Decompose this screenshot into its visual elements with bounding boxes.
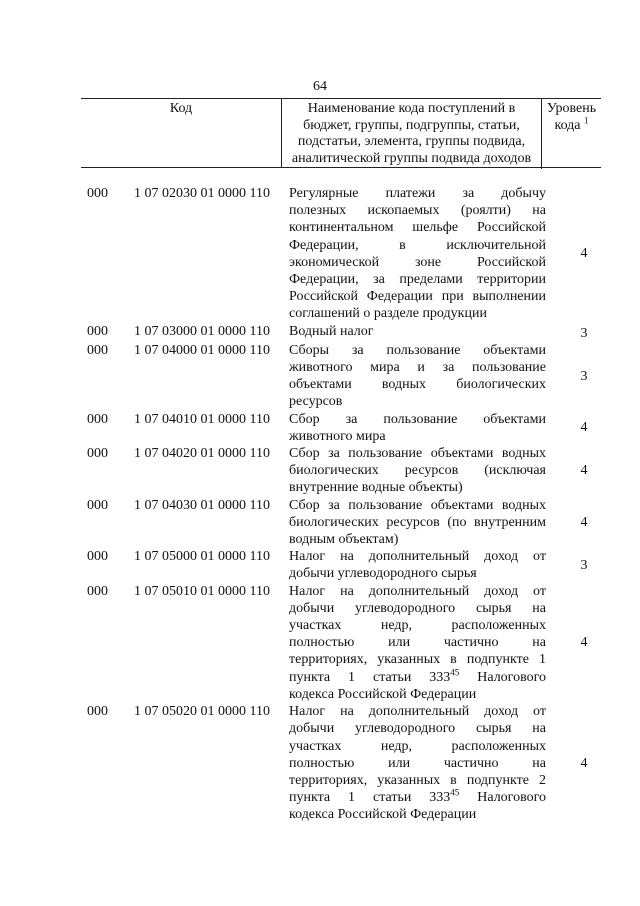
table-body [0,185,640,824]
table-row [0,497,640,549]
header-name-line: подстатьи, элемента, группы подвида, [297,134,526,149]
row-admin-code: 000 [87,583,108,599]
row-name [289,445,546,497]
table-row [0,583,640,703]
row-name [289,323,546,342]
row-name [289,411,546,445]
row-name-line: полностью или частично на [289,635,546,651]
row-admin-code: 000 [87,323,108,339]
row-name-line: Федерации, в исключительной [289,237,546,253]
header-level-word: кода [554,117,581,133]
article-superscript: 45 [450,667,460,678]
row-name-line: добычи углеводородного сырья [289,566,477,582]
row-name [289,497,546,549]
table-row [0,185,640,323]
row-name-line: Налог на дополнительный доход от [289,549,546,565]
row-name [289,342,546,411]
table-row [0,342,640,411]
row-name-line: животного мира [289,428,386,444]
table-row [0,323,640,342]
row-income-code: 1 07 02030 01 0000 110 [134,186,270,201]
header-code-label: Код [169,101,193,116]
row-income-code: 1 07 04030 01 0000 110 [134,497,270,513]
row-name-line: объектами водных биологических [289,377,546,393]
row-name-line: экономической зоне Российской [289,254,546,270]
row-name-line: биологических ресурсов (по внутренним [289,514,546,530]
row-name-line: участках недр, расположенных [289,738,546,754]
row-name-text: пункта 1 статьи 333 [289,790,451,806]
row-name-line: континентальном шельфе Российской [289,220,546,236]
row-name-line [289,789,546,806]
table-row [0,548,640,582]
row-name-line: водным объектам) [289,532,399,548]
header-name-line: аналитической группы подвида доходов [291,150,532,166]
row-name-line: Сбор за пользование объектами водных [289,497,546,513]
row-level: 4 [580,755,588,771]
row-name-line: кодекса Российской Федерации [289,686,477,702]
row-name-line: Сбор за пользование объектами [289,411,546,427]
row-admin-code: 000 [87,342,108,358]
row-name-text: Налогового [477,790,546,806]
row-name-line: кодекса Российской Федерации [289,807,477,823]
row-income-code: 1 07 04020 01 0000 110 [134,446,270,462]
row-name-line: Сбор за пользование объектами водных [289,446,546,462]
row-name-line: Налог на дополнительный доход от [289,583,546,599]
row-name-line: полезных ископаемых (роялти) на [289,203,546,219]
row-name-line: полностью или частично на [289,755,546,771]
row-admin-code: 000 [87,411,108,427]
row-level: 4 [580,514,588,530]
row-name-line: участках недр, расположенных [289,618,546,634]
row-level: 3 [580,325,588,341]
row-income-code: 1 07 03000 01 0000 110 [134,323,270,339]
header-level-line1: Уровень [546,101,597,116]
row-income-code: 1 07 05000 01 0000 110 [134,549,270,565]
row-admin-code: 000 [87,549,108,565]
table-row [0,445,640,497]
row-admin-code: 000 [87,186,108,201]
row-admin-code: 000 [87,497,108,513]
row-name [289,703,546,823]
row-level: 4 [580,463,588,479]
row-level: 3 [580,368,588,384]
header-level [542,99,601,169]
row-level: 4 [580,420,588,436]
header-level-line2 [542,114,601,135]
row-name-line: Налог на дополнительный доход от [289,704,546,720]
row-income-code: 1 07 05010 01 0000 110 [134,583,270,599]
row-name-line: Водный налог [289,323,374,339]
row-income-code: 1 07 04000 01 0000 110 [134,342,270,358]
header-level-footnote: 1 [584,114,589,125]
row-name-line: ресурсов [289,394,343,410]
row-name-line: внутренние водные объекты) [289,480,463,496]
row-name-line: Федерации, за пределами территории [289,272,546,288]
row-name-line: соглашений о разделе продукции [289,306,487,322]
row-name-line: Сборы за пользование объектами [289,342,546,358]
row-admin-code: 000 [87,704,108,720]
row-name-line: добычи углеводородного сырья на [289,721,546,737]
row-income-code: 1 07 05020 01 0000 110 [134,704,270,720]
row-name-line: животного мира и за пользование [289,360,546,376]
row-name-line [289,669,546,686]
page-number: 64 [313,79,327,94]
row-name-line: биологических ресурсов (исключая [289,463,546,479]
table-header [81,98,601,168]
row-name-text: пункта 1 статьи 333 [289,669,451,685]
table-row [0,411,640,445]
header-name-line: бюджет, группы, подгруппы, статьи, [303,117,520,133]
row-name-line: добычи углеводородного сырья на [289,600,546,616]
header-code [81,99,282,167]
row-name-line: Регулярные платежи за добычу [289,186,546,201]
row-name [289,185,546,323]
table-row [0,703,640,823]
row-name-line: территориях, указанных в подпункте 2 [289,772,546,788]
row-level: 4 [580,246,588,262]
row-name-line: Российской Федерации при выполнении [289,289,546,305]
row-name-line: территориях, указанных в подпункте 1 [289,652,546,668]
header-name [282,99,542,169]
row-name-text: Налогового [477,669,546,685]
row-level: 4 [580,635,588,651]
row-name [289,583,546,703]
row-name [289,548,546,582]
row-level: 3 [580,557,588,573]
row-income-code: 1 07 04010 01 0000 110 [134,411,270,427]
article-superscript: 45 [450,787,460,798]
header-name-line: Наименование кода поступлений в [307,101,516,116]
row-admin-code: 000 [87,446,108,462]
